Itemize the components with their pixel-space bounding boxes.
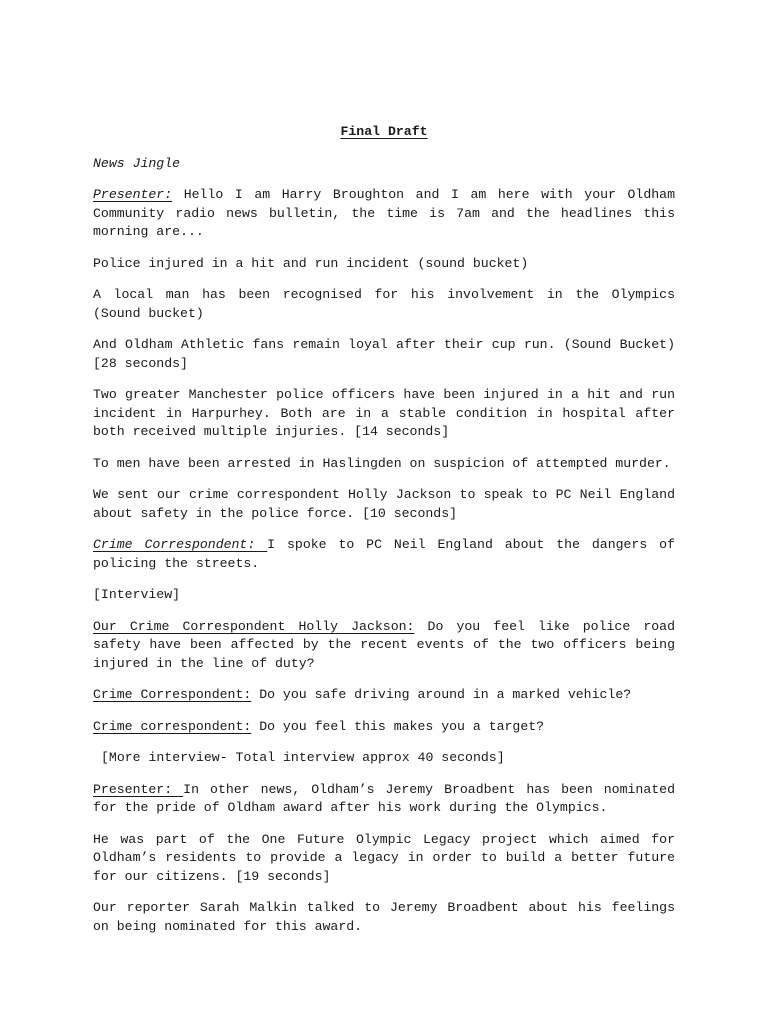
paragraph-text: Do you safe driving around in a marked vehicle? — [251, 687, 632, 702]
headline-football: And Oldham Athletic fans remain loyal after their cup run. (Sound Bucket) [28 seconds] — [93, 337, 675, 371]
paragraph-presenter-intro — [93, 186, 675, 242]
paragraph-interview-question-3 — [93, 718, 675, 737]
paragraph-crime-correspondent-intro: We sent our crime correspondent Holly Jackson to speak to PC Neil England about safety in the police force. [10 seconds] — [93, 487, 675, 521]
headline-olympics: A local man has been recognised for his involvement in the Olympics (Sound bucket) — [93, 287, 675, 321]
speaker-label: Our Crime Correspondent Holly Jackson: — [93, 618, 415, 634]
paragraph-text: Do you feel this makes you a target? — [251, 718, 545, 734]
speaker-label: Presenter: — [93, 781, 184, 797]
paragraph-text: I spoke to PC Neil England about the dangers of policing the streets. — [93, 537, 675, 571]
paragraph-text: Do you feel like police road safety have been affected by the recent events of the two officers being injured in the line of duty? — [93, 618, 675, 671]
speaker-label: Crime correspondent: — [93, 718, 252, 734]
paragraph-reporter-interview: Our reporter Sarah Malkin talked to Jeremy Broadbent about his feelings on being nominated for this award. — [93, 900, 675, 934]
paragraph-interview-question-1 — [93, 618, 675, 674]
paragraph-presenter-other-news — [93, 781, 675, 818]
paragraph-text: Hello I am Harry Broughton and I am here with your Oldham Community radio news bulletin, the time is 7am and the headlines this morning are... — [93, 187, 675, 239]
speaker-label: Crime Correspondent: — [93, 537, 268, 552]
paragraph-crime-correspondent — [93, 536, 675, 573]
speaker-label: Presenter: — [93, 187, 173, 202]
interview-cue: [Interview] — [93, 587, 181, 602]
paragraph-text: In other news, Oldham’s Jeremy Broadbent has been nominated for the pride of Oldham award after his work during the Olympics. — [93, 781, 675, 815]
paragraph-arrest: To men have been arrested in Haslingden on suspicion of attempted murder. — [93, 455, 671, 471]
paragraph-interview-question-2 — [93, 686, 675, 705]
news-jingle-cue: News Jingle — [93, 155, 181, 171]
paragraph-hit-and-run: Two greater Manchester police officers have been injured in a hit and run incident in Harpurhey. Both are in a stable condition in hospital after both received multiple injuries. [14 seconds] — [93, 387, 675, 439]
headline-police: Police injured in a hit and run incident (sound bucket) — [93, 255, 529, 271]
interview-duration-cue: [More interview- Total interview approx 40 seconds] — [101, 750, 505, 765]
paragraph-olympic-legacy: He was part of the One Future Olympic Legacy project which aimed for Oldham’s residents to provide a legacy in order to build a better future for our citizens. [19 seconds] — [93, 831, 675, 884]
document-title: Final Draft — [340, 124, 428, 139]
speaker-label: Crime Correspondent: — [93, 687, 252, 702]
document-page — [93, 123, 675, 949]
